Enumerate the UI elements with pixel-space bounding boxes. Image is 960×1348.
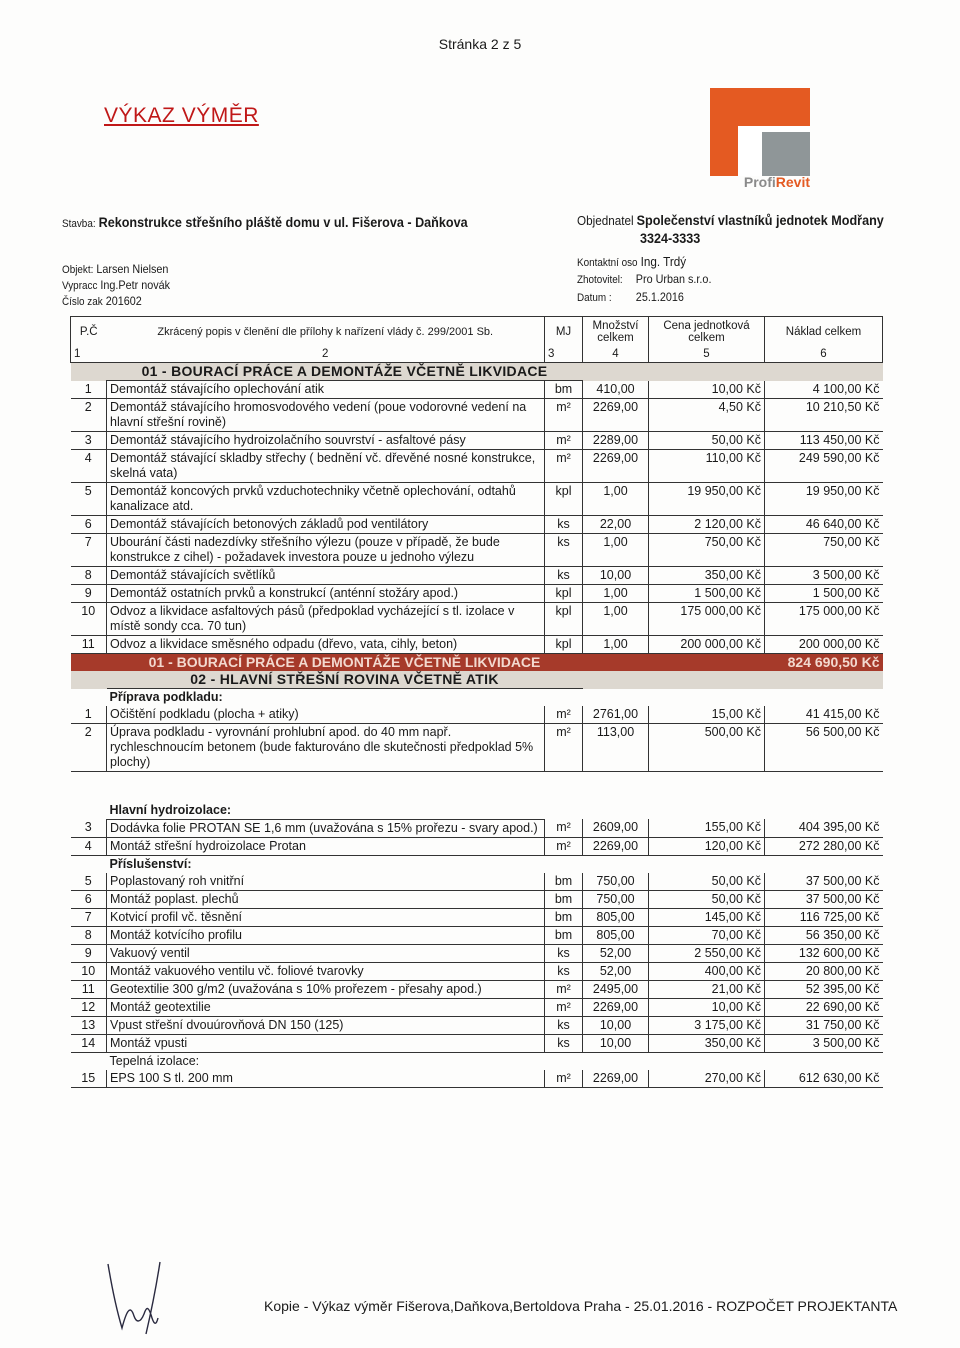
row-number: 1	[84, 381, 92, 396]
row-quantity: 1,00	[583, 603, 649, 636]
section-1-title: 01 - BOURACÍ PRÁCE A DEMONTÁŽE VČETNĚ LIKVIDACE	[107, 363, 583, 381]
table-row	[71, 534, 883, 567]
table-header-row	[71, 317, 883, 347]
row-unit-price: 175 000,00 Kč	[649, 603, 765, 636]
objednatel-value-2: 3324-3333	[640, 230, 701, 246]
table-row	[71, 908, 883, 926]
row-total: 56 350,00 Kč	[805, 927, 880, 942]
cislo-line	[62, 294, 142, 308]
row-unit-price: 2 550,00 Kč	[649, 944, 765, 962]
datum-value: 25.1.2016	[635, 290, 684, 304]
subheader-tepelna	[71, 1052, 883, 1070]
row-unit: m²	[545, 837, 583, 855]
row-total: 41 415,00 Kč	[805, 707, 880, 721]
row-unit: bm	[545, 873, 583, 891]
row-total: 272 280,00 Kč	[798, 838, 880, 853]
table-row	[71, 1070, 883, 1088]
table-row	[71, 450, 883, 483]
table-row	[71, 837, 883, 855]
objednatel-line	[577, 212, 884, 228]
col-n3: 3	[545, 347, 583, 363]
row-number: 5	[84, 484, 92, 498]
row-number: 11	[81, 981, 95, 996]
table-row	[71, 962, 883, 980]
row-description: Montáž poplast. plechů	[107, 890, 545, 908]
row-description: Montáž střešní hydroizolace Protan	[107, 837, 545, 855]
col-n6: 6	[765, 347, 883, 363]
row-unit: m²	[545, 432, 583, 450]
row-number: 8	[84, 568, 92, 582]
row-unit-price: 120,00 Kč	[649, 837, 765, 855]
row-unit: bm	[545, 381, 583, 399]
row-quantity: 2269,00	[583, 998, 649, 1016]
row-unit-price: 1 500,00 Kč	[649, 585, 765, 603]
col-n2: 2	[107, 347, 545, 363]
footer-text: Kopie - Výkaz výměr Fišerova,Daňkova,Bertoldova Praha - 25.01.2016 - ROZPOČET PROJEKTANTA	[264, 1298, 898, 1314]
row-quantity: 22,00	[583, 516, 649, 534]
row-total: 200 000,00 Kč	[798, 637, 880, 651]
row-description: Montáž vpusti	[107, 1034, 545, 1052]
row-total: 22 690,00 Kč	[805, 999, 880, 1014]
row-total: 3 500,00 Kč	[812, 1035, 880, 1050]
quantities-table	[70, 316, 883, 1088]
row-description: EPS 100 S tl. 200 mm	[107, 1070, 545, 1088]
row-number: 2	[84, 400, 92, 414]
table-number-row	[71, 347, 883, 363]
section-2-rows-d	[71, 1070, 883, 1088]
row-unit-price: 350,00 Kč	[649, 1034, 765, 1052]
row-number: 11	[81, 637, 95, 651]
subheader-hydroizolace	[71, 802, 883, 820]
table-row	[71, 585, 883, 603]
section-2-header	[71, 671, 883, 689]
col-n4: 4	[583, 347, 649, 363]
section-1-sum-row	[71, 654, 883, 672]
section-1-header	[71, 363, 883, 381]
row-unit-price: 21,00 Kč	[649, 980, 765, 998]
row-description: Poplastovaný roh vnitřní	[107, 873, 545, 891]
row-number: 13	[81, 1017, 96, 1032]
row-unit: ks	[545, 516, 583, 534]
row-total: 52 395,00 Kč	[805, 981, 880, 996]
row-total: 249 590,00 Kč	[798, 451, 880, 465]
table-row	[71, 890, 883, 908]
row-quantity: 2269,00	[583, 1070, 649, 1088]
col-n5: 5	[649, 347, 765, 363]
row-description: Vpust střešní dvouúrovňová DN 150 (125)	[107, 1016, 545, 1034]
row-number: 10	[81, 963, 96, 978]
row-total: 3 500,00 Kč	[812, 568, 880, 582]
col-n1: 1	[71, 347, 107, 363]
row-total: 113 450,00 Kč	[799, 433, 880, 447]
table-row	[71, 819, 883, 837]
col-total-header: Náklad celkem	[765, 317, 883, 347]
row-number: 2	[84, 725, 92, 739]
row-quantity: 2609,00	[583, 819, 649, 837]
row-unit: m²	[545, 819, 583, 837]
row-unit-price: 200 000,00 Kč	[649, 636, 765, 654]
objekt-line	[62, 262, 168, 276]
col-mj-header: MJ	[545, 317, 583, 347]
table-row	[71, 998, 883, 1016]
row-number: 5	[84, 873, 92, 888]
col-price-header: Cena jednotková celkem	[649, 317, 765, 347]
logo-text: ProfiRevit	[743, 174, 810, 190]
vypracoval-label: Vypracc	[62, 280, 98, 292]
row-unit: bm	[545, 926, 583, 944]
subheader-priprava-label: Příprava podkladu:	[109, 690, 223, 704]
document-title: VÝKAZ VÝMĚR	[104, 104, 259, 127]
row-total: 31 750,00 Kč	[805, 1017, 880, 1032]
row-description: Očištění podkladu (plocha + atiky)	[107, 706, 545, 724]
row-number: 1	[84, 707, 92, 721]
section-1-rows	[71, 381, 883, 654]
row-unit: kpl	[545, 483, 583, 516]
row-description: Demontáž koncových prvků vzduchotechniky včetně oplechování, odtahů kanalizace atd.	[107, 483, 545, 516]
row-total: 612 630,00 Kč	[798, 1070, 880, 1085]
table-row	[71, 603, 883, 636]
stavba-value: Rekonstrukce střešního pláště domu v ul. Fišerova - Daňkova	[98, 214, 468, 230]
row-quantity: 2289,00	[583, 432, 649, 450]
row-description: Montáž vakuového ventilu vč. foliové tvarovky	[107, 962, 545, 980]
row-unit: m²	[545, 998, 583, 1016]
objekt-value: Larsen Nielsen	[96, 262, 169, 276]
table-row	[71, 926, 883, 944]
row-quantity: 113,00	[583, 724, 649, 772]
row-unit-price: 400,00 Kč	[649, 962, 765, 980]
row-description: Kotvicí profil vč. těsnění	[107, 908, 545, 926]
row-quantity: 1,00	[583, 585, 649, 603]
row-quantity: 1,00	[583, 483, 649, 516]
col-qty-header: Množství celkem	[583, 317, 649, 347]
row-total: 20 800,00 Kč	[805, 963, 880, 978]
row-unit: ks	[545, 1034, 583, 1052]
table-row	[71, 516, 883, 534]
row-description: Montáž kotvícího profilu	[107, 926, 545, 944]
row-number: 9	[84, 945, 92, 960]
row-number: 9	[84, 586, 92, 600]
table-row	[71, 706, 883, 724]
row-quantity: 1,00	[583, 636, 649, 654]
row-unit: m²	[545, 450, 583, 483]
row-unit-price: 500,00 Kč	[649, 724, 765, 772]
section-1-sum-label: 01 - BOURACÍ PRÁCE A DEMONTÁŽE VČETNĚ LIKVIDACE	[107, 654, 583, 672]
row-description: Ubourání části nadezdívky střešního výlezu (pouze v případě, že bude konstrukce z cihel) - požadavek investora pouze u jednoho výlezu	[107, 534, 545, 567]
vypracoval-value: Ing.Petr novák	[100, 278, 171, 292]
row-unit: ks	[545, 534, 583, 567]
row-total: 37 500,00 Kč	[805, 891, 880, 906]
row-unit-price: 155,00 Kč	[649, 819, 765, 837]
row-unit: bm	[545, 908, 583, 926]
row-unit: m²	[545, 980, 583, 998]
table-row	[71, 873, 883, 891]
row-total: 132 600,00 Kč	[798, 945, 880, 960]
row-quantity: 750,00	[583, 890, 649, 908]
row-unit-price: 10,00 Kč	[649, 381, 765, 399]
row-number: 12	[81, 999, 96, 1014]
row-number: 7	[84, 909, 92, 924]
row-quantity: 10,00	[583, 1034, 649, 1052]
row-quantity: 410,00	[583, 381, 649, 399]
row-description: Vakuový ventil	[107, 944, 545, 962]
row-unit-price: 70,00 Kč	[649, 926, 765, 944]
row-quantity: 805,00	[583, 908, 649, 926]
objednatel-value: Společenství vlastníků jednotek Modřany	[636, 212, 884, 228]
row-total: 10 210,50 Kč	[805, 400, 880, 414]
zhotovitel-label: Zhotovitel:	[577, 274, 623, 286]
row-quantity: 2495,00	[583, 980, 649, 998]
subheader-prislusenstvi-label: Příslušenství:	[109, 856, 192, 871]
row-number: 6	[84, 517, 92, 531]
row-unit-price: 15,00 Kč	[649, 706, 765, 724]
datum-label: Datum :	[577, 292, 612, 304]
row-unit: ks	[545, 944, 583, 962]
row-number: 4	[84, 838, 92, 853]
col-popis-header: Zkrácený popis v členění dle přílohy k nařízení vlády č. 299/2001 Sb.	[107, 317, 545, 347]
row-unit: ks	[545, 962, 583, 980]
table-row	[71, 432, 883, 450]
col-pc-header: P.Č	[71, 317, 107, 347]
row-unit: ks	[545, 567, 583, 585]
row-number: 6	[84, 891, 92, 906]
row-description: Odvoz a likvidace směsného odpadu (dřevo, vata, cihly, beton)	[107, 636, 545, 654]
row-number: 7	[84, 535, 92, 549]
section-2-rows-b	[71, 819, 883, 855]
row-description: Demontáž stávající skladby střechy ( bednění vč. dřevěné nosné konstrukce, skelná vata)	[107, 450, 545, 483]
row-description: Úprava podkladu - vyrovnání prohlubní apod. do 40 mm např. rychleschnoucím betonem (bude fakturováno dle skutečnosti předpoklad 5% plochy)	[107, 724, 545, 772]
row-quantity: 2761,00	[583, 706, 649, 724]
objekt-label: Objekt:	[62, 264, 94, 276]
row-description: Dodávka folie PROTAN SE 1,6 mm (uvažována s 15% prořezu - svary apod.)	[107, 819, 545, 837]
table-row	[71, 567, 883, 585]
zhotovitel-value: Pro Urban s.r.o.	[635, 272, 712, 286]
row-unit-price: 2 120,00 Kč	[649, 516, 765, 534]
row-number: 15	[81, 1070, 96, 1085]
subheader-hydroizolace-label: Hlavní hydroizolace:	[107, 802, 545, 820]
datum-line	[577, 290, 684, 304]
row-number: 4	[84, 451, 92, 465]
subheader-priprava	[71, 689, 883, 707]
row-quantity: 750,00	[583, 873, 649, 891]
row-total: 404 395,00 Kč	[798, 820, 880, 834]
section-2-title: 02 - HLAVNÍ STŘEŠNÍ ROVINA VČETNĚ ATIK	[107, 671, 583, 689]
company-logo	[710, 88, 810, 192]
row-description: Demontáž stávajících betonových základů pod ventilátory	[107, 516, 545, 534]
stavba-label: Stavba:	[62, 218, 96, 230]
row-unit-price: 270,00 Kč	[649, 1070, 765, 1088]
row-total: 175 000,00 Kč	[798, 604, 880, 618]
row-unit-price: 4,50 Kč	[649, 399, 765, 432]
row-unit: m²	[545, 399, 583, 432]
objednatel-label: Objednatel	[577, 213, 634, 228]
section-2-rows-c	[71, 873, 883, 1053]
row-description: Montáž geotextilie	[107, 998, 545, 1016]
row-unit-price: 50,00 Kč	[649, 873, 765, 891]
table-row	[71, 1016, 883, 1034]
row-description: Geotextilie 300 g/m2 (uvažována s 10% prořezem - přesahy apod.)	[107, 980, 545, 998]
row-quantity: 10,00	[583, 1016, 649, 1034]
table-row	[71, 944, 883, 962]
row-number: 3	[84, 820, 92, 834]
cislo-label: Číslo zak	[62, 296, 103, 308]
cislo-value: 201602	[105, 294, 142, 308]
row-unit-price: 19 950,00 Kč	[649, 483, 765, 516]
row-unit-price: 50,00 Kč	[649, 890, 765, 908]
row-description: Demontáž stávajícího hydroizolačního souvrství - asfaltové pásy	[107, 432, 545, 450]
row-unit: ks	[545, 1016, 583, 1034]
row-unit: kpl	[545, 636, 583, 654]
table-row	[71, 381, 883, 399]
row-total: 750,00 Kč	[823, 535, 880, 549]
row-quantity: 2269,00	[583, 399, 649, 432]
row-unit: m²	[545, 1070, 583, 1088]
row-unit-price: 50,00 Kč	[649, 432, 765, 450]
row-total: 4 100,00 Kč	[812, 381, 880, 396]
row-total: 116 725,00 Kč	[799, 909, 880, 924]
table-row	[71, 483, 883, 516]
kontakt-line	[577, 254, 686, 269]
subheader-tepelna-label: Tepelná izolace:	[107, 1052, 545, 1070]
table-row	[71, 724, 883, 772]
table-row	[71, 980, 883, 998]
row-unit: m²	[545, 706, 583, 724]
kontakt-label: Kontaktní oso	[577, 257, 638, 269]
row-unit-price: 110,00 Kč	[649, 450, 765, 483]
row-total: 56 500,00 Kč	[805, 725, 880, 739]
row-unit: m²	[545, 724, 583, 772]
row-total: 19 950,00 Kč	[805, 484, 880, 498]
row-number: 14	[81, 1035, 96, 1050]
row-quantity: 52,00	[583, 944, 649, 962]
spacer-row	[71, 772, 883, 802]
table-row	[71, 399, 883, 432]
row-unit-price: 10,00 Kč	[649, 998, 765, 1016]
row-quantity: 805,00	[583, 926, 649, 944]
row-total: 1 500,00 Kč	[812, 586, 880, 600]
row-quantity: 1,00	[583, 534, 649, 567]
row-total: 37 500,00 Kč	[805, 873, 880, 888]
table-row	[71, 636, 883, 654]
table-row	[71, 1034, 883, 1052]
zhotovitel-line	[577, 272, 711, 286]
section-1-sum-value: 824 690,50 Kč	[765, 654, 883, 672]
row-unit-price: 3 175,00 Kč	[649, 1016, 765, 1034]
row-description: Demontáž stávajícího hromosvodového vedení (poue vodorovné vedení na hlavní střešní rovině)	[107, 399, 545, 432]
row-number: 3	[84, 433, 92, 447]
row-quantity: 2269,00	[583, 450, 649, 483]
kontakt-value: Ing. Trdý	[640, 254, 687, 269]
row-unit: bm	[545, 890, 583, 908]
row-unit-price: 145,00 Kč	[649, 908, 765, 926]
row-description: Demontáž stávajících světlíků	[107, 567, 545, 585]
row-unit: kpl	[545, 603, 583, 636]
subheader-prislusenstvi	[71, 855, 883, 873]
row-quantity: 52,00	[583, 962, 649, 980]
stavba-line	[62, 214, 468, 230]
signature	[100, 1258, 180, 1338]
row-number: 8	[84, 927, 92, 942]
row-quantity: 10,00	[583, 567, 649, 585]
row-total: 46 640,00 Kč	[805, 517, 880, 531]
row-description: Demontáž ostatních prvků a konstrukcí (anténní stožáry apod.)	[107, 585, 545, 603]
row-quantity: 2269,00	[583, 837, 649, 855]
row-number: 10	[81, 604, 96, 618]
row-unit-price: 350,00 Kč	[649, 567, 765, 585]
vypracoval-line	[62, 278, 170, 292]
row-unit: kpl	[545, 585, 583, 603]
row-unit-price: 750,00 Kč	[649, 534, 765, 567]
row-description: Odvoz a likvidace asfaltových pásů (předpoklad vycházející s tl. izolace v místě sondy cca. 70 tun)	[107, 603, 545, 636]
row-description: Demontáž stávajícího oplechování atik	[107, 381, 545, 399]
page-number: Stránka 2 z 5	[438, 36, 522, 52]
section-2-rows-a	[71, 706, 883, 772]
